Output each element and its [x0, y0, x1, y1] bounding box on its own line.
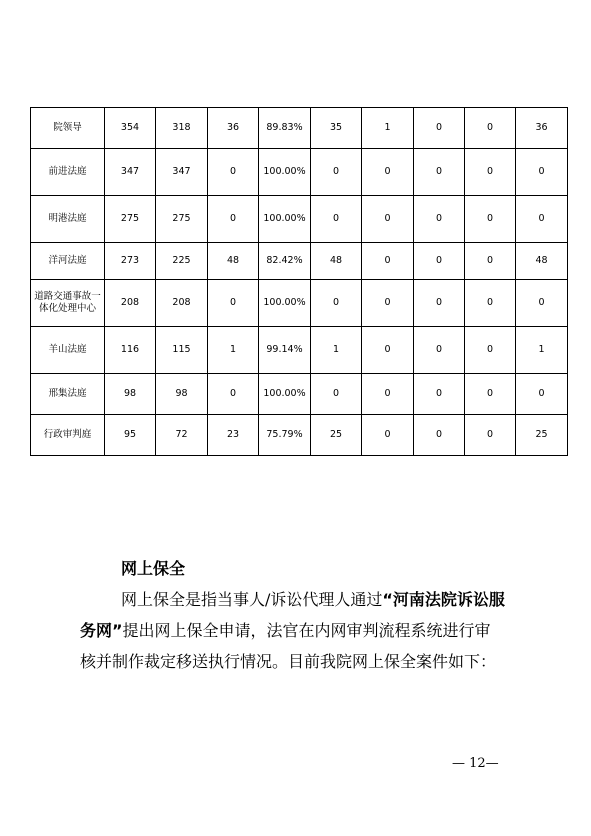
table-cell: 0 [362, 149, 414, 196]
table-cell: 0 [208, 374, 259, 415]
table-cell: 0 [208, 196, 259, 243]
table-row [31, 243, 568, 280]
table-cell: 36 [208, 108, 259, 149]
row-name-cell: 院领导 [31, 108, 105, 149]
table-cell: 0 [414, 374, 465, 415]
table-cell: 25 [311, 415, 362, 456]
table-row [31, 108, 568, 149]
table-cell: 354 [105, 108, 156, 149]
table-cell: 1 [516, 327, 568, 374]
table-cell: 0 [362, 243, 414, 280]
table-cell: 225 [156, 243, 208, 280]
section-title: 网上保全 [121, 559, 186, 578]
table-cell: 0 [414, 415, 465, 456]
statistics-table-container [30, 107, 567, 456]
table-cell: 100.00% [259, 280, 311, 327]
table-cell: 0 [311, 196, 362, 243]
paragraph-line-3 [80, 646, 520, 677]
table-cell: 0 [465, 415, 516, 456]
table-row [31, 327, 568, 374]
table-row [31, 415, 568, 456]
table-cell: 347 [105, 149, 156, 196]
table-cell: 115 [156, 327, 208, 374]
paragraph-line-1 [80, 584, 520, 615]
table-cell: 48 [208, 243, 259, 280]
table-cell: 116 [105, 327, 156, 374]
table-body [31, 108, 568, 456]
table-cell: 35 [311, 108, 362, 149]
table-row [31, 374, 568, 415]
table-cell: 0 [311, 280, 362, 327]
table-cell: 48 [311, 243, 362, 280]
table-cell: 25 [516, 415, 568, 456]
website-name-part2: 务网 [80, 621, 113, 640]
table-cell: 0 [465, 196, 516, 243]
table-cell: 72 [156, 415, 208, 456]
paragraph-text: 网上保全是指当事人/诉讼代理人通过 [121, 590, 383, 609]
paragraph-text: 提出网上保全申请，法官在内网审判流程系统进行审 [122, 621, 491, 640]
row-name-cell: 羊山法庭 [31, 327, 105, 374]
table-cell: 0 [465, 280, 516, 327]
statistics-table [30, 107, 568, 456]
table-cell: 0 [465, 327, 516, 374]
table-cell: 23 [208, 415, 259, 456]
table-cell: 100.00% [259, 374, 311, 415]
row-name-cell: 道路交通事故一体化处理中心 [31, 280, 105, 327]
table-cell: 0 [362, 280, 414, 327]
table-cell: 89.83% [259, 108, 311, 149]
table-cell: 0 [362, 327, 414, 374]
table-cell: 75.79% [259, 415, 311, 456]
table-cell: 0 [465, 374, 516, 415]
table-row [31, 280, 568, 327]
page-number: — 12— [452, 756, 499, 771]
table-cell: 0 [414, 243, 465, 280]
table-cell: 0 [414, 327, 465, 374]
table-cell: 0 [414, 280, 465, 327]
row-name-cell: 行政审判庭 [31, 415, 105, 456]
table-cell: 0 [516, 149, 568, 196]
table-cell: 0 [465, 243, 516, 280]
table-cell: 347 [156, 149, 208, 196]
table-cell: 0 [516, 196, 568, 243]
table-cell: 36 [516, 108, 568, 149]
table-cell: 208 [156, 280, 208, 327]
table-cell: 0 [414, 108, 465, 149]
table-cell: 98 [156, 374, 208, 415]
website-name-part1: 河南法院诉讼服 [392, 590, 505, 609]
table-cell: 0 [208, 149, 259, 196]
table-cell: 275 [105, 196, 156, 243]
table-cell: 100.00% [259, 149, 311, 196]
table-cell: 0 [208, 280, 259, 327]
table-row [31, 149, 568, 196]
table-cell: 0 [465, 108, 516, 149]
row-name-cell: 邢集法庭 [31, 374, 105, 415]
table-row [31, 196, 568, 243]
quote-open: “ [382, 590, 393, 609]
table-cell: 0 [311, 374, 362, 415]
table-cell: 0 [465, 149, 516, 196]
row-name-cell: 明港法庭 [31, 196, 105, 243]
table-cell: 0 [362, 196, 414, 243]
table-cell: 0 [311, 149, 362, 196]
table-cell: 0 [414, 196, 465, 243]
table-cell: 0 [362, 374, 414, 415]
table-cell: 1 [362, 108, 414, 149]
table-cell: 1 [311, 327, 362, 374]
table-cell: 275 [156, 196, 208, 243]
table-cell: 98 [105, 374, 156, 415]
table-cell: 1 [208, 327, 259, 374]
row-name-cell: 前进法庭 [31, 149, 105, 196]
paragraph [80, 584, 520, 677]
row-name-cell: 洋河法庭 [31, 243, 105, 280]
table-cell: 48 [516, 243, 568, 280]
table-cell: 0 [516, 374, 568, 415]
table-cell: 318 [156, 108, 208, 149]
table-cell: 82.42% [259, 243, 311, 280]
table-cell: 0 [414, 149, 465, 196]
paragraph-line-2 [80, 615, 520, 646]
paragraph-text: 核并制作裁定移送执行情况。目前我院网上保全案件如下： [80, 652, 497, 671]
table-cell: 273 [105, 243, 156, 280]
quote-close: ” [112, 621, 123, 640]
table-cell: 208 [105, 280, 156, 327]
table-cell: 100.00% [259, 196, 311, 243]
table-cell: 0 [516, 280, 568, 327]
table-cell: 0 [362, 415, 414, 456]
table-cell: 95 [105, 415, 156, 456]
table-cell: 99.14% [259, 327, 311, 374]
